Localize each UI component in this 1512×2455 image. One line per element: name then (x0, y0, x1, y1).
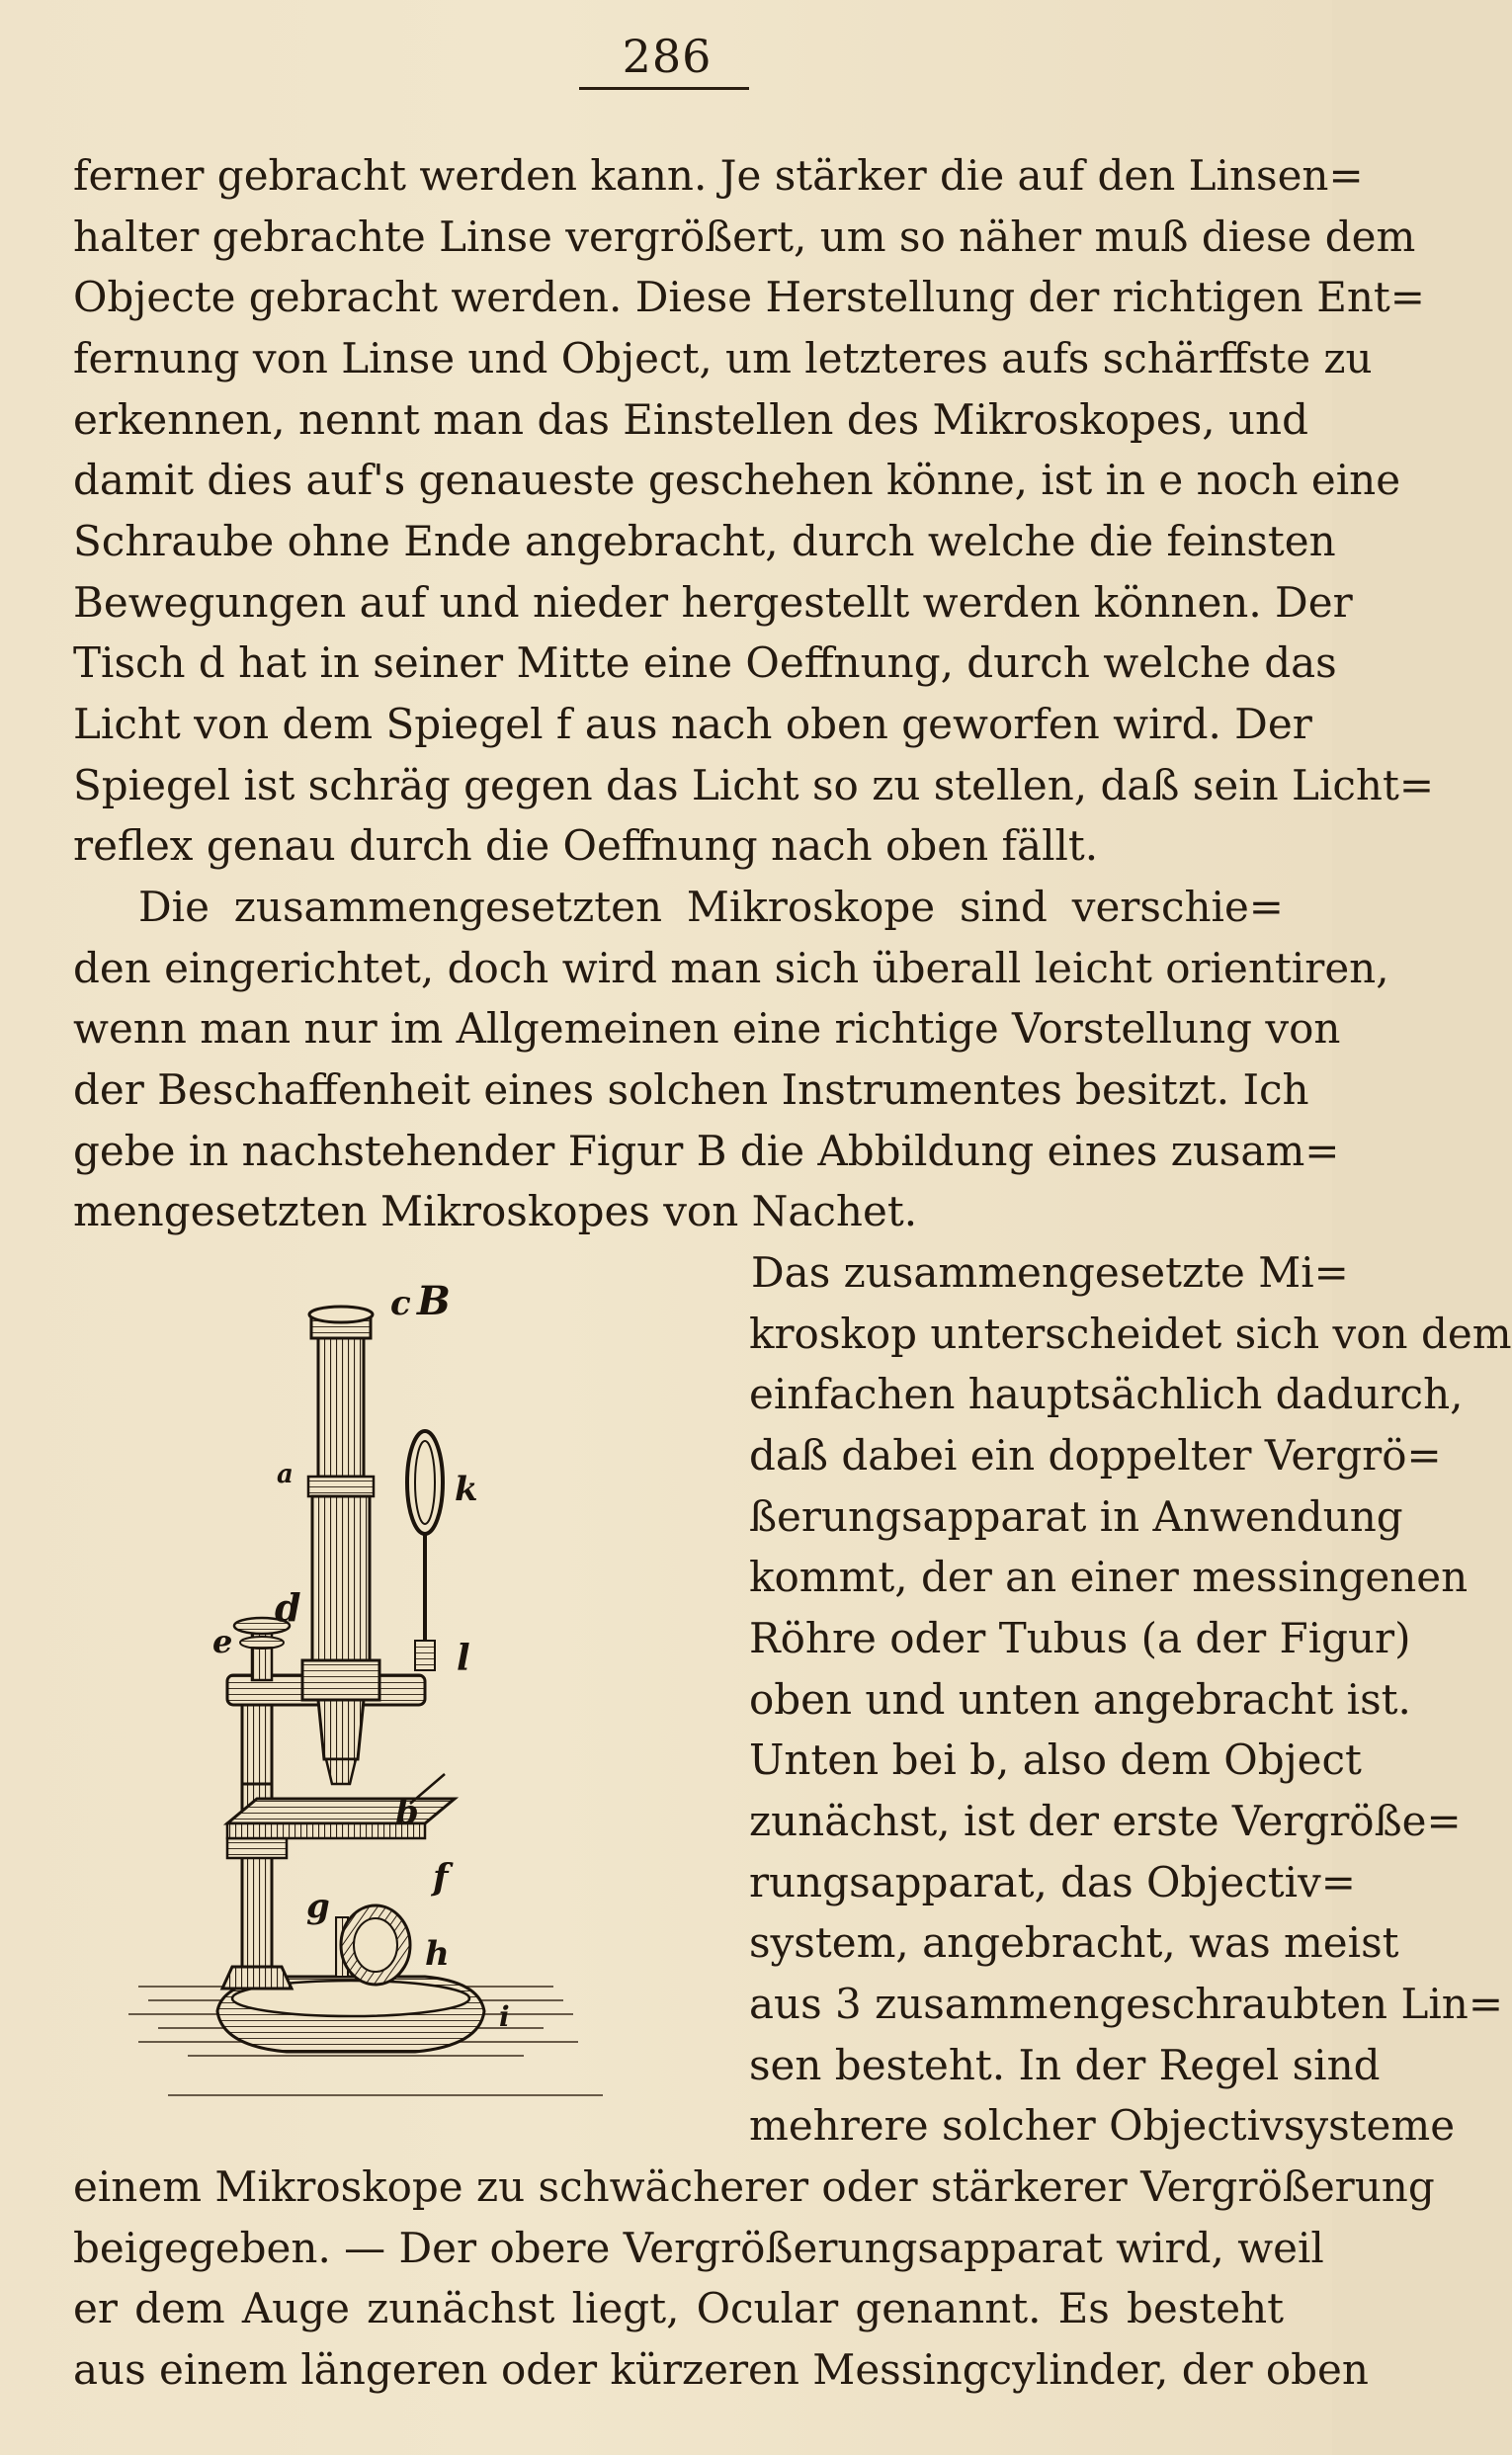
text-line: den eingerichtet, doch wird man sich überall leicht orientiren, (73, 944, 1389, 992)
text-line: Röhre oder Tubus (a der Figur) (749, 1614, 1411, 1662)
microscope-hand-lens (407, 1431, 443, 1670)
text-line: reflex genau durch die Oeffnung nach oben fällt. (73, 821, 1099, 870)
figure-label-d: d (275, 1585, 301, 1630)
figure-label-h: h (425, 1934, 450, 1974)
figure-label-B: B (417, 1278, 451, 1324)
microscope-figure (128, 1278, 642, 2120)
text-line: fernung von Linse und Object, um letzteres aufs schärffste zu (73, 334, 1373, 382)
text-line: wenn man nur im Allgemeinen eine richtige Vorstellung von (73, 1004, 1341, 1053)
text-line: Schraube ohne Ende angebracht, durch welche die feinsten (73, 517, 1336, 565)
text-line: Bewegungen auf und nieder hergestellt werden können. Der (73, 578, 1353, 627)
text-line: kommt, der an einer messingenen (749, 1553, 1469, 1601)
figure-label-e: e (212, 1623, 233, 1660)
figure-label-a: a (277, 1460, 294, 1489)
text-line: einfachen hauptsächlich dadurch, (749, 1370, 1464, 1418)
text-line: mengesetzten Mikroskopes von Nachet. (73, 1187, 918, 1235)
text-line: system, angebracht, was meist (749, 1918, 1399, 1967)
text-line: Objecte gebracht werden. Diese Herstellung der richtigen Ent= (73, 273, 1425, 321)
text-line: der Beschaffenheit eines solchen Instrumentes besitzt. Ich (73, 1065, 1309, 1114)
text-line: oben und unten angebracht ist. (749, 1675, 1411, 1724)
text-line: kroskop unterscheidet sich von dem (749, 1310, 1512, 1358)
text-line: beigegeben. — Der obere Vergrößerungsapparat wird, weil (73, 2224, 1324, 2272)
microscope-tube (302, 1307, 379, 1784)
text-line: Licht von dem Spiegel f aus nach oben geworfen wird. Der (73, 700, 1312, 748)
text-line: Unten bei b, also dem Object (749, 1735, 1362, 1784)
text-line: zunächst, ist der erste Vergröße= (749, 1797, 1462, 1845)
text-line: mehrere solcher Objectivsysteme (749, 2101, 1456, 2150)
text-line: einem Mikroskope zu schwächerer oder stärkerer Vergrößerung (73, 2162, 1435, 2211)
figure-label-l: l (457, 1638, 470, 1679)
text-line: erkennen, nennt man das Einstellen des Mikroskopes, und (73, 395, 1308, 444)
text-line: damit dies auf's genaueste geschehen könne, ist in e noch eine (73, 456, 1401, 504)
figure-label-g: g (306, 1887, 330, 1926)
figure-label-i: i (499, 2000, 510, 2033)
microscope-illustration (128, 1278, 642, 2120)
figure-label-c: c (390, 1284, 411, 1323)
figure-label-b: b (395, 1793, 419, 1832)
text-line: rungsapparat, das Objectiv= (749, 1858, 1356, 1906)
text-line: aus 3 zusammengeschraubten Lin= (749, 1980, 1504, 2028)
text-line: er dem Auge zunächst liegt, Ocular genannt. Es besteht (73, 2284, 1284, 2332)
text-line: daß dabei ein doppelter Vergrö= (749, 1431, 1442, 1480)
text-line: sen besteht. In der Regel sind (749, 2041, 1381, 2089)
page-number-rule (579, 87, 749, 90)
text-line: aus einem längeren oder kürzeren Messingcylinder, der oben (73, 2345, 1369, 2394)
text-line: gebe in nachstehender Figur B die Abbildung eines zusam= (73, 1127, 1340, 1175)
page-number: 286 (622, 30, 713, 83)
text-line: ferner gebracht werden kann. Je stärker die auf den Linsen= (73, 151, 1364, 200)
text-line: Tisch d hat in seiner Mitte eine Oeffnung, durch welche das (73, 638, 1337, 687)
text-line: Das zusammengesetzte Mi= (751, 1248, 1349, 1297)
figure-label-f: f (433, 1857, 449, 1899)
figure-label-k: k (455, 1470, 478, 1509)
text-line: ßerungsapparat in Anwendung (749, 1492, 1403, 1541)
text-line: Die zusammengesetzten Mikroskope sind verschie= (138, 883, 1284, 931)
microscope-mirror (336, 1905, 410, 1985)
text-line: halter gebrachte Linse vergrößert, um so näher muß diese dem (73, 212, 1416, 261)
text-line: Spiegel ist schräg gegen das Licht so zu stellen, daß sein Licht= (73, 761, 1435, 809)
